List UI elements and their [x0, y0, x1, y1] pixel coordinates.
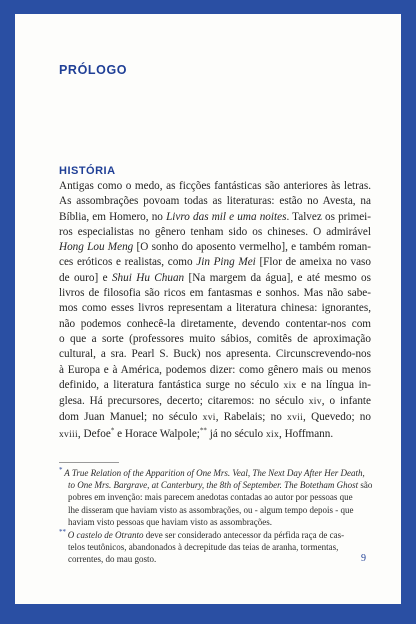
text-span: e na língua in-	[296, 378, 372, 391]
text-span: correntes, do mau gosto.	[68, 554, 157, 565]
page-number: 9	[361, 553, 366, 564]
section-title: HISTÓRIA	[59, 165, 116, 177]
body-line	[59, 271, 371, 286]
text-span: *	[110, 426, 115, 435]
body-text	[59, 179, 371, 443]
text-span: Bíblia, em Homero, no	[59, 210, 167, 223]
text-span: telos teutônicos, abandonados à decrepitude das teias de aranha, tormentas,	[68, 542, 339, 553]
text-span: Antigas como o medo, as ficções fantásticas são anteriores às letras.	[59, 180, 371, 192]
footnote-marker: **	[59, 528, 68, 537]
text-span: lhe disseram que haviam visto as assombrações, ou - algum tempo depois - que	[68, 504, 354, 515]
footnote-line	[59, 504, 373, 516]
body-line	[59, 378, 371, 394]
body-line	[59, 332, 371, 347]
text-span: Jin Ping Mei	[196, 256, 256, 269]
text-span: xix	[283, 380, 297, 391]
text-span: já no século	[206, 427, 266, 440]
body-line	[59, 363, 371, 378]
text-span: **	[199, 426, 207, 435]
text-span: O castelo de Otranto	[67, 530, 144, 541]
text-span: [O sonho do aposento vermelho], e também roman-	[133, 241, 371, 254]
body-line	[59, 427, 371, 443]
text-span: Hong Lou Meng	[59, 241, 134, 254]
body-line	[59, 210, 371, 225]
text-span: , Hoffmann.	[279, 427, 334, 440]
body-line	[59, 301, 371, 316]
text-span: , Defoe	[77, 427, 111, 440]
text-span: xvi	[202, 413, 216, 424]
text-span: [Flor de ameixa no vaso	[255, 256, 371, 269]
body-line	[59, 255, 371, 270]
text-span: glesa. Há precursores, decerto; citaremos: no século	[59, 395, 309, 408]
text-span: pobres em invenção: mais parecem anedotas contadas ao autor por pessoas que	[68, 492, 353, 503]
text-span: [Na margem da água], e até mesmo os	[184, 271, 372, 284]
body-line	[59, 394, 371, 410]
footnote-line	[59, 479, 373, 491]
text-span: deve ser considerado antecessor da pérfida raça de cas-	[143, 530, 345, 541]
text-span: , o infante	[321, 395, 372, 408]
text-span: à Europa e à América, podemos dizer: como gênero mais ou menos	[59, 363, 371, 376]
body-line	[59, 240, 371, 255]
footnote-marker: *	[59, 466, 65, 474]
text-span: Shui Hu Chuan	[111, 271, 185, 284]
footnote-line	[59, 467, 373, 479]
text-span: haviam visto pessoas que haviam visto as assombrações.	[68, 516, 272, 527]
body-line	[59, 317, 371, 332]
footnote-line	[59, 516, 373, 528]
footnote-line	[59, 529, 373, 541]
footnote-line	[59, 553, 373, 565]
text-span: o que a sorte (professores muito sábios, comitês de aproximação	[59, 332, 371, 345]
text-span: xviii	[59, 429, 78, 440]
body-line	[59, 225, 371, 240]
body-line	[59, 347, 371, 362]
text-span: não podemos conhecê-la diretamente, devendo contentar-nos com	[59, 317, 371, 330]
text-span: são	[358, 480, 373, 491]
text-span: livros de filosofia são ricos em fantasmas e sonhos. Mas não sabe-	[59, 287, 371, 300]
body-line	[59, 194, 371, 209]
text-span: de ouro] e	[59, 271, 112, 284]
body-line	[59, 286, 371, 301]
text-span: ces eróticos e realistas, como	[59, 256, 197, 269]
text-span: cultural, a sra. Pearl S. Buck) nos apresenta. Circunscrevendo-nos	[59, 348, 371, 361]
footnote	[59, 467, 373, 528]
text-span: . Talvez os primei-	[286, 210, 372, 223]
text-span: mos como esses livros representam a literatura chinesa: ignorantes,	[59, 302, 371, 315]
text-span: to One Mrs. Bargrave, at Canterbury, the 8th of September. The Botetham Ghost	[68, 480, 359, 491]
text-span: e Horace Walpole;	[114, 427, 200, 440]
footnote	[59, 529, 373, 566]
body-line	[59, 179, 371, 194]
text-span: , Quevedo; no	[303, 411, 371, 424]
footnotes	[59, 467, 373, 567]
text-span: As assombrações povoam todas as literaturas: estão no Avesta, na	[59, 195, 371, 208]
footnote-rule	[59, 462, 119, 463]
text-span: xix	[265, 429, 279, 440]
book-page	[15, 14, 401, 604]
text-span: A True Relation of the Apparition of One Mrs. Veal, The Next Day After Her Death,	[64, 468, 365, 478]
text-span: xiv	[308, 397, 322, 408]
text-span: dom Juan Manuel; no século	[59, 411, 203, 424]
text-span: ros especialistas no gênero tenham sido os chineses. O admirável	[59, 225, 371, 238]
chapter-heading: PRÓLOGO	[59, 63, 128, 77]
text-span: Livro das mil e uma noites	[166, 210, 287, 223]
text-span: , Rabelais; no	[215, 411, 288, 424]
footnote-line	[59, 541, 373, 553]
body-line	[59, 410, 371, 426]
footnote-line	[59, 491, 373, 503]
text-span: definido, a literatura fantástica surge no século	[59, 378, 284, 391]
text-span: xvii	[287, 413, 304, 424]
